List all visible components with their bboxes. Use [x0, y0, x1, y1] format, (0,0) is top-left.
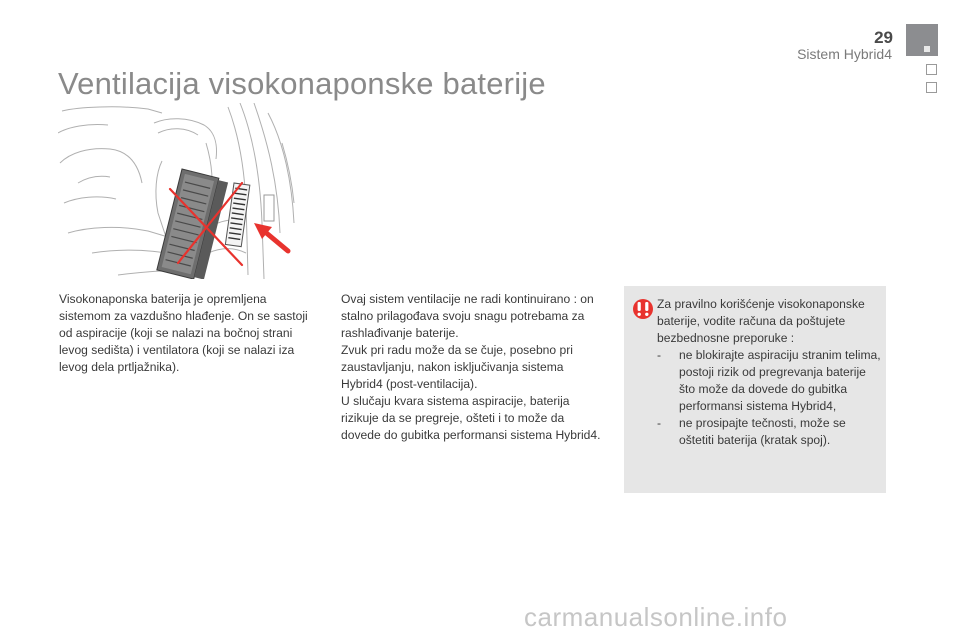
page-title: Ventilacija visokonaponske baterije — [58, 66, 546, 101]
paragraph-operation: Ovaj sistem ventilacije ne radi kontinuirano : on stalno prilagođava svoju snagu potrebama za rashlađivanje baterije. — [341, 292, 594, 340]
warning-exclamation-icon — [632, 298, 654, 320]
chapter-tab-dot — [924, 46, 930, 52]
warning-text — [657, 296, 881, 449]
section-title: Sistem Hybrid4 — [797, 46, 892, 62]
paragraph-noise: Zvuk pri radu može da se čuje, posebno pri zaustavljanju, nakon isključivanja sistema Hybrid4 (post-ventilacija). — [341, 343, 573, 391]
intro-paragraph: Visokonaponska baterija je opremljena sistemom za vazdušno hlađenje. On se sastoji od aspiracije (koji se nalazi na bočnoj strani levog sedišta) i ventilatora (koji se nalazi iza levog dela prtljažnika). — [59, 292, 308, 374]
battery-ventilation-illustration — [58, 103, 300, 279]
chapter-tab-box — [926, 82, 937, 93]
chapter-tab-marker — [906, 24, 938, 56]
paragraph-failure: U slučaju kvara sistema aspiracije, baterija rizikuje da se pregreje, ošteti i to može da dovede do gubitka performansi sistema Hybrid4. — [341, 394, 601, 442]
chapter-tab-box — [926, 64, 937, 75]
intro-column — [59, 291, 321, 376]
watermark[interactable]: carmanualsonline.info — [524, 602, 788, 632]
warning-item-text: ne blokirajte aspiraciju stranim telima, postoji rizik od pregrevanja baterije što može da dovede do gubitka performansi sistema Hybrid4, — [679, 348, 881, 413]
page-number: 29 — [874, 28, 893, 47]
warning-list-item — [657, 415, 881, 449]
list-dash: - — [657, 348, 662, 362]
warning-intro: Za pravilno korišćenje visokonaponske baterije, vodite računa da poštujete bezbednosne preporuke : — [657, 297, 865, 345]
airflow-arrow-icon — [254, 223, 288, 251]
warning-item-text: ne prosipajte tečnosti, može se oštetiti baterija (kratak spoj). — [679, 416, 846, 447]
list-dash: - — [657, 416, 662, 430]
system-description-column — [341, 291, 607, 444]
warning-list-item — [657, 347, 881, 415]
warning-box — [624, 286, 886, 493]
